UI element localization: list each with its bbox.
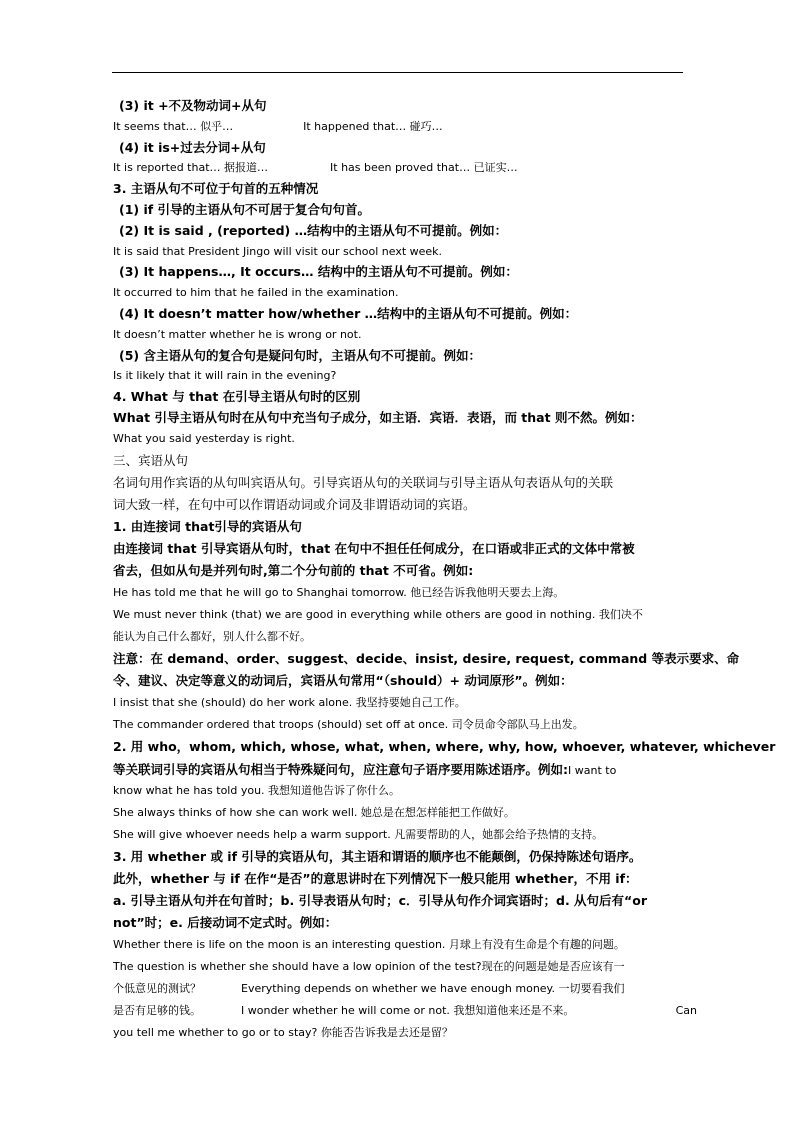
example-line: He has told me that he will go to Shanghai tomorrow. 他已经告诉我他明天要去上海。 <box>113 585 565 599</box>
text-segment: 个低意见的测试？ <box>113 981 201 995</box>
document-body <box>113 96 776 1044</box>
example-line: I insist that she (should) do her work alone. 我坚持要她自己工作。 <box>113 695 466 709</box>
text-segment: It is reported that… 据报道… <box>113 161 269 175</box>
text-line: 省去，但如从句是并列句时,第二个分句前的 that 不可省。例如: <box>113 562 474 578</box>
text-line: (4) It doesn’t matter how/whether …结构中的主语从句不可提前。例如： <box>119 305 578 321</box>
section-heading: 2. 用 who，whom, which, whose, what, when, where, why, how, whoever, whatever, whichever <box>113 738 776 754</box>
example-line: What you said yesterday is right. <box>113 431 295 445</box>
example-line: Whether there is life on the moon is an interesting question. 月球上有没有生命是个有趣的问题。 <box>113 937 625 951</box>
text-segment: It happened that… 碰巧… <box>303 119 443 133</box>
paragraph-line: 词大致一样，在句中可以作谓语动词或介词及非谓语动词的宾语。 <box>113 496 476 512</box>
text-line: not”时；e. 后接动词不定式时。例如： <box>113 914 338 930</box>
text-segment: It has been proved that… 已证实… <box>330 161 518 175</box>
text-segment: 是否有足够的钱。 <box>113 1003 201 1017</box>
section-heading: 3. 用 whether 或 if 引导的宾语从句，其主语和谓语的顺序也不能颠倒，仍保持陈述句语序。 <box>113 848 642 864</box>
section-heading: 1. 由连接词 that引导的宾语从句 <box>113 518 302 534</box>
section-heading: 4. What 与 that 在引导主语从句时的区别 <box>113 389 361 405</box>
example-line: you tell me whether to go or to stay? 你能否告诉我是去还是留？ <box>113 1025 453 1039</box>
header-rule <box>112 72 683 73</box>
text-segment: I want to <box>568 763 617 777</box>
note-line: 注意：在 demand、order、suggest、decide、insist, desire, request, command 等表示要求、命 <box>113 650 740 666</box>
section-title: 三、宾语从句 <box>113 452 189 468</box>
paragraph-line: 名词句用作宾语的从句叫宾语从句。引导宾语从句的关联词与引导主语从句表语从句的关联 <box>113 474 614 490</box>
text-line: What 引导主语从句时在从句中充当句子成分，如主语．宾语．表语，而 that 则不然。例如： <box>113 409 643 425</box>
example-line: It occurred to him that he failed in the examination. <box>113 286 399 300</box>
example-line: She always thinks of how she can work well. 她总是在想怎样能把工作做好。 <box>113 805 515 819</box>
example-line: know what he has told you. 我想知道他告诉了你什么。 <box>113 783 401 797</box>
text-segment: 等关联词引导的宾语从句相当于特殊疑问句，应注意句子语序要用陈述语序。例如: <box>113 761 569 777</box>
example-line <box>113 978 697 1000</box>
example-line: 能认为自己什么都好，别人什么都不好。 <box>113 629 311 643</box>
text-line <box>113 117 697 138</box>
example-line: It is said that President Jingo will visit our school next week. <box>113 244 443 258</box>
example-line: She will give whoever needs help a warm support. 凡需要帮助的人，她都会给予热情的支持。 <box>113 827 604 841</box>
text-segment: Can <box>675 1003 697 1017</box>
note-line: 令、建议、决定等意义的动词后，宾语从句常用“（should）+ 动词原形”。例如： <box>113 672 573 688</box>
text-line: 此外，whether 与 if 在作“是否”的意思讲时在下列情况下一般只能用 whether，不用 if： <box>113 870 638 886</box>
example-line: We must never think (that) we are good in everything while others are good in nothing. 我们决不 <box>113 607 643 621</box>
text-line: (2) It is said , (reported) …结构中的主语从句不可提前。例如： <box>119 222 508 238</box>
text-line: (3) It happens…, It occurs… 结构中的主语从句不可提前。例如： <box>119 264 518 280</box>
example-line: The commander ordered that troops (should) set off at once. 司令员命令部队马上出发。 <box>113 717 584 731</box>
text-line <box>113 758 697 780</box>
section-heading: 3. 主语从句不可位于句首的五种情况 <box>113 181 319 197</box>
text-line: (5) 含主语从句的复合句是疑问句时，主语从句不可提前。例如： <box>119 347 481 363</box>
example-line: The question is whether she should have a low opinion of the test?现在的问题是她是否应该有一 <box>113 959 625 973</box>
text-line: a. 引导主语从句并在句首时；b. 引导表语从句时；c．引导从句作介词宾语时；d. 从句后有“or <box>113 892 648 908</box>
example-line: It doesn’t matter whether he is wrong or not. <box>113 327 362 341</box>
text-line: (1) if 引导的主语从句不可居于复合句句首。 <box>119 201 371 217</box>
text-line <box>113 158 697 179</box>
text-segment: I wonder whether he will come or not. 我想知道他来还是不来。 <box>241 1003 575 1017</box>
text-line: (4) it is+过去分词+从句 <box>119 139 266 155</box>
text-line: (3) it +不及物动词+从句 <box>119 98 267 113</box>
example-line <box>113 1000 697 1022</box>
text-line: 由连接词 that 引导宾语从句时，that 在句中不担任任何成分，在口语或非正式的文体中常被 <box>113 540 635 556</box>
example-line: Is it likely that it will rain in the evening? <box>113 369 337 383</box>
text-segment: It seems that… 似乎… <box>113 119 234 133</box>
text-segment: Everything depends on whether we have enough money. 一切要看我们 <box>241 981 625 995</box>
